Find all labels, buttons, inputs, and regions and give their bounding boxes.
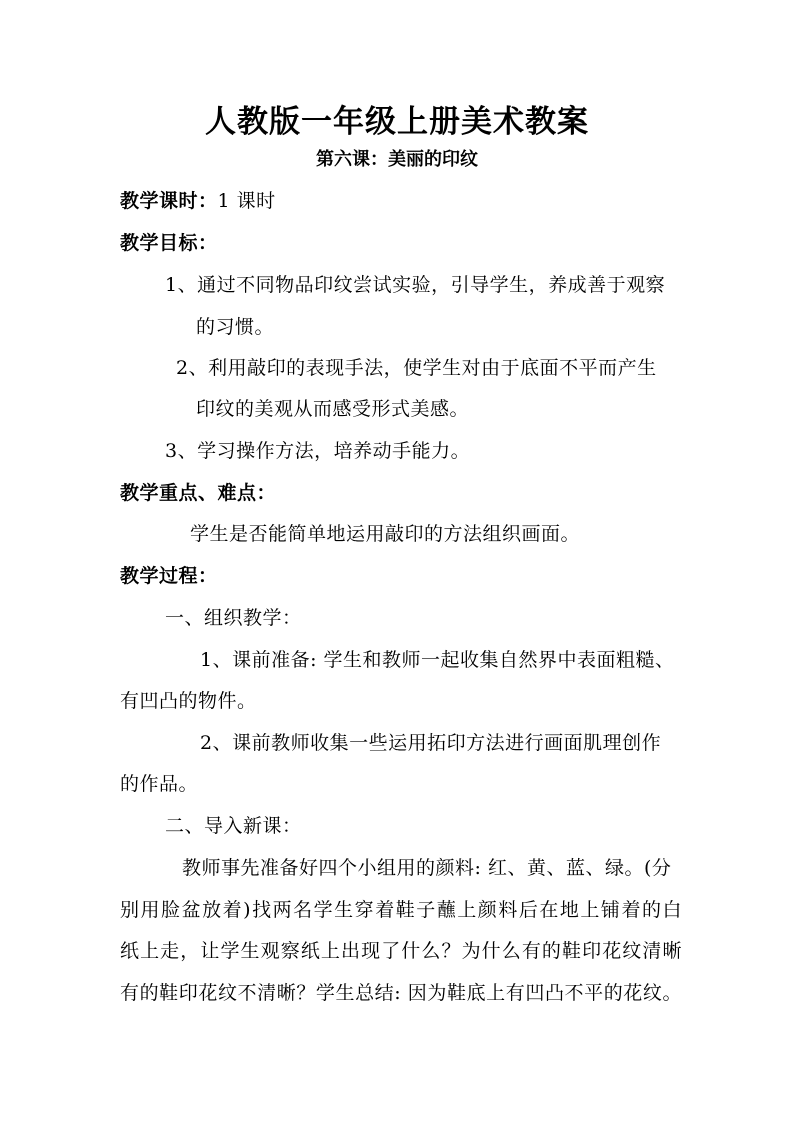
objectives-heading: 教学目标： <box>120 232 218 254</box>
objective-item-1-line-2: 的习惯。 <box>196 316 275 338</box>
section-2-paragraph-line-4: 有的鞋印花纹不清晰？学生总结: 因为鞋底上有凹凸不平的花纹。 <box>120 982 682 1004</box>
process-heading: 教学过程： <box>120 565 218 587</box>
document-title: 人教版一年级上册美术教案 <box>205 104 589 140</box>
objective-item-1-line-1: 1、通过不同物品印纹尝试实验，引导学生，养成善于观察 <box>165 274 666 296</box>
section-1-item-1-line-1: 1、课前准备: 学生和教师一起收集自然界中表面粗糙、 <box>200 649 675 671</box>
objective-item-3: 3、学习操作方法，培养动手能力。 <box>165 440 471 462</box>
key-points-text: 学生是否能简单地运用敲印的方法组织画面。 <box>190 523 581 545</box>
section-2-heading: 二、导入新课： <box>165 815 302 837</box>
key-points-heading: 教学重点、难点： <box>120 482 277 504</box>
class-hours-line <box>120 189 276 213</box>
objective-item-2-line-2: 印纹的美观从而感受形式美感。 <box>196 398 470 420</box>
section-1-item-2-line-1: 2、课前教师收集一些运用拓印方法进行画面肌理创作 <box>200 732 662 754</box>
lesson-subtitle: 第六课：美丽的印纹 <box>316 149 478 170</box>
section-2-paragraph-line-2: 别用脸盆放着)找两名学生穿着鞋子蘸上颜料后在地上铺着的白 <box>120 899 682 921</box>
class-hours-label: 教学课时： <box>120 190 218 212</box>
section-2-paragraph-line-1: 教师事先准备好四个小组用的颜料: 红、黄、蓝、绿。(分 <box>182 857 672 879</box>
objective-item-2-line-1: 2、利用敲印的表现手法，使学生对由于底面不平而产生 <box>176 357 657 379</box>
class-hours-value: 1 课时 <box>217 190 276 212</box>
section-1-item-1-line-2: 有凹凸的物件。 <box>120 690 257 712</box>
section-1-item-2-line-2: 的作品。 <box>120 773 199 795</box>
section-1-heading: 一、组织教学： <box>165 607 302 629</box>
section-2-paragraph-line-3: 纸上走，让学生观察纸上出现了什么？为什么有的鞋印花纹清晰 <box>120 940 682 962</box>
